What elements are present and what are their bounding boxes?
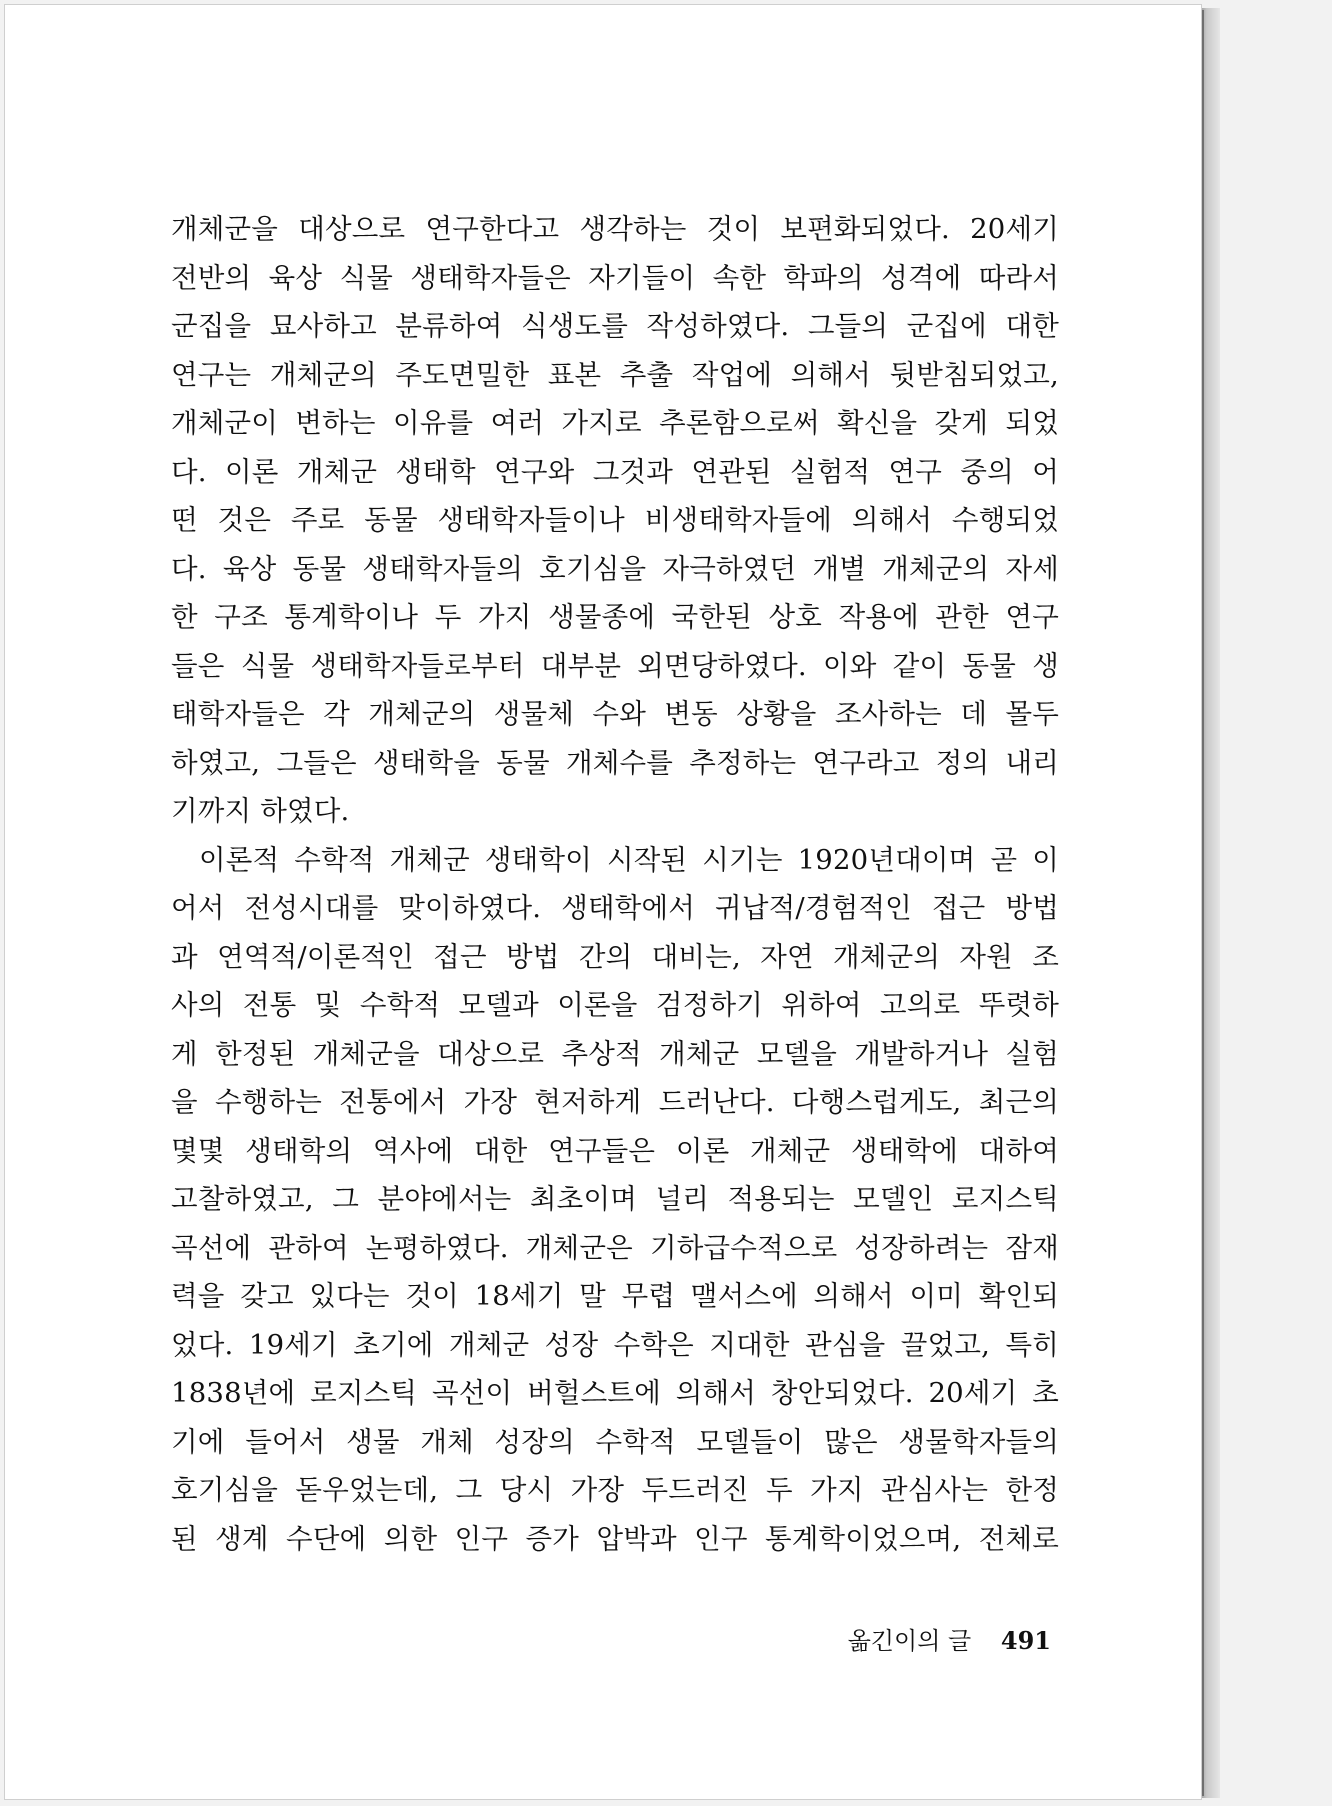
text-line: 개체군을 대상으로 연구한다고 생각하는 것이 보편화되었다. 20세기: [171, 213, 1059, 245]
paragraph-1: [171, 205, 1059, 836]
text-line: 떤 것은 주로 동물 생태학자들이나 비생태학자들에 의해서 수행되었: [171, 504, 1059, 536]
text-line: 전반의 육상 식물 생태학자들은 자기들이 속한 학파의 성격에 따라서: [171, 261, 1059, 294]
text-line: 력을 갖고 있다는 것이 18세기 말 무렵 맬서스에 의해서 이미 확인되: [171, 1280, 1059, 1312]
text-line: 태학자들은 각 개체군의 생물체 수와 변동 상황을 조사하는 데 몰두: [171, 698, 1059, 730]
text-line: 1838년에 로지스틱 곡선이 버헐스트에 의해서 창안되었다. 20세기 초: [171, 1377, 1059, 1409]
text-line: 었다. 19세기 초기에 개체군 성장 수학은 지대한 관심을 끌었고, 특히: [171, 1328, 1059, 1361]
text-line: 고찰하였고, 그 분야에서는 최초이며 널리 적용되는 모델인 로지스틱: [171, 1183, 1059, 1215]
text-line: 을 수행하는 전통에서 가장 현저하게 드러난다. 다행스럽게도, 최근의: [171, 1086, 1059, 1118]
text-line: 게 한정된 개체군을 대상으로 추상적 개체군 모델을 개발하거나 실험: [171, 1037, 1059, 1070]
text-line: 기까지 하였다.: [171, 795, 350, 827]
text-line: 다. 육상 동물 생태학자들의 호기심을 자극하였던 개별 개체군의 자세: [171, 552, 1059, 585]
text-line: 연구는 개체군의 주도면밀한 표본 추출 작업에 의해서 뒷받침되었고,: [171, 358, 1059, 391]
text-line: 곡선에 관하여 논평하였다. 개체군은 기하급수적으로 성장하려는 잠재: [171, 1231, 1059, 1264]
text-line: 군집을 묘사하고 분류하여 식생도를 작성하였다. 그들의 군집에 대한: [171, 310, 1059, 342]
text-line: 호기심을 돋우었는데, 그 당시 가장 두드러진 두 가지 관심사는 한정: [171, 1474, 1059, 1506]
text-line: 된 생계 수단에 의한 인구 증가 압박과 인구 통계학이었으며, 전체로: [171, 1522, 1059, 1555]
page-footer: [848, 1621, 1051, 1656]
text-line: 사의 전통 및 수학적 모델과 이론을 검정하기 위하여 고의로 뚜렷하: [171, 989, 1059, 1021]
book-page: [4, 4, 1202, 1800]
paragraph-2: [171, 836, 1059, 1564]
running-footer-title: 옮긴이의 글: [847, 1627, 972, 1655]
text-line: 다. 이론 개체군 생태학 연구와 그것과 연관된 실험적 연구 중의 어: [171, 455, 1059, 488]
body-text: [171, 205, 1059, 1563]
text-line: 몇몇 생태학의 역사에 대한 연구들은 이론 개체군 생태학에 대하여: [171, 1134, 1059, 1167]
text-line: 과 연역적/이론적인 접근 방법 간의 대비는, 자연 개체군의 자원 조: [171, 940, 1059, 973]
page-number: 491: [1000, 1626, 1051, 1655]
text-line: 기에 들어서 생물 개체 성장의 수학적 모델들이 많은 생물학자들의: [171, 1425, 1059, 1458]
text-line: 한 구조 통계학이나 두 가지 생물종에 국한된 상호 작용에 관한 연구: [171, 601, 1059, 633]
text-line: 하였고, 그들은 생태학을 동물 개체수를 추정하는 연구라고 정의 내리: [171, 746, 1059, 779]
text-line: 이론적 수학적 개체군 생태학이 시작된 시기는 1920년대이며 곧 이: [199, 843, 1059, 876]
text-line: 개체군이 변하는 이유를 여러 가지로 추론함으로써 확신을 갖게 되었: [171, 407, 1059, 439]
text-line: 어서 전성시대를 맞이하였다. 생태학에서 귀납적/경험적인 접근 방법: [171, 892, 1059, 924]
text-line: 들은 식물 생태학자들로부터 대부분 외면당하였다. 이와 같이 동물 생: [171, 649, 1059, 682]
